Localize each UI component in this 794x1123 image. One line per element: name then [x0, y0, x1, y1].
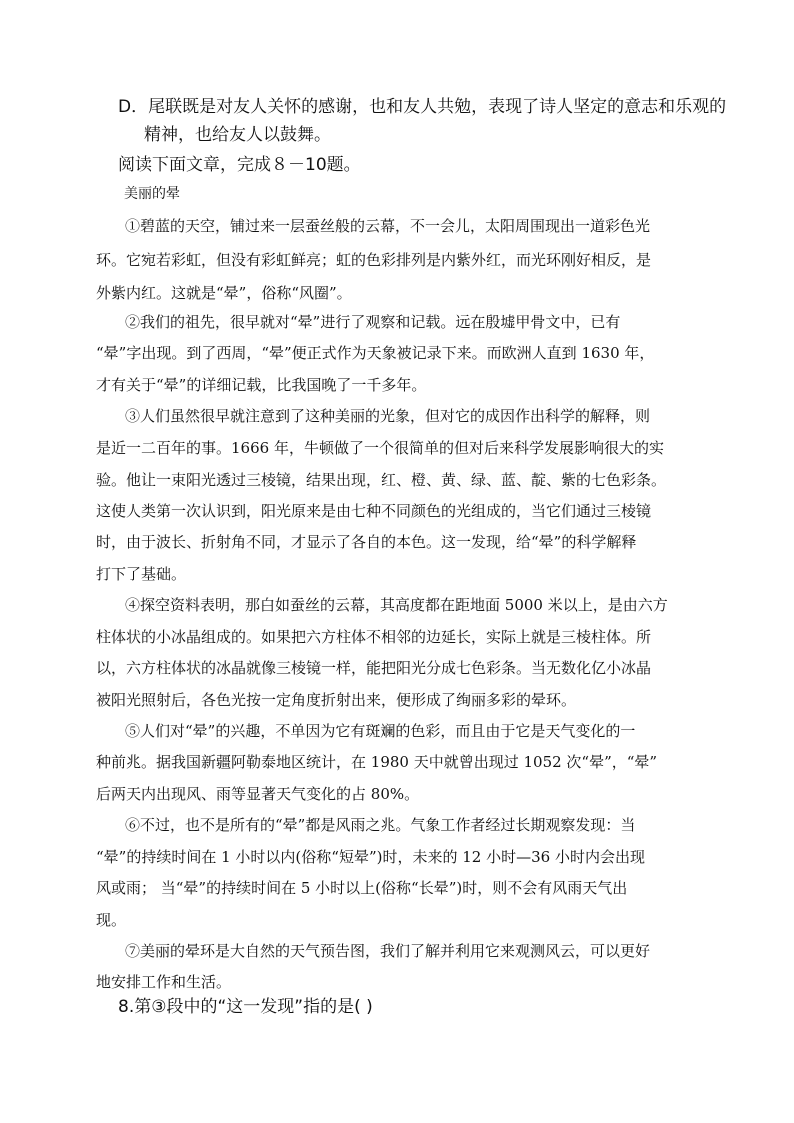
article-line: 地安排工作和生活。: [96, 973, 232, 991]
article-line: 现。: [96, 911, 127, 929]
article-line: “晕”的持续时间在 1 小时以内(俗称“短晕”)时，未来的 12 小时—36 小时内会出现: [96, 848, 645, 866]
article-line: 这使人类第一次认识到，阳光原来是由七种不同颜色的光组成的，当它们通过三棱镜: [96, 502, 652, 520]
question-8: 8.第③段中的“这一发现”指的是( ): [118, 997, 373, 1017]
article-line: ③人们虽然很早就注意到了这种美丽的光象，但对它的成因作出科学的解释，则: [125, 407, 651, 425]
article-line: “晕”字出现。到了西周，“晕”便正式作为天象被记录下来。而欧洲人直到 1630 年，: [96, 344, 655, 362]
article-line: 环。它宛若彩虹，但没有彩虹鲜亮；虹的色彩排列是内紫外红，而光环刚好相反，是: [96, 251, 652, 269]
article-line: 柱体状的小冰晶组成的。如果把六方柱体不相邻的边延长，实际上就是三棱柱体。所: [96, 628, 652, 646]
article-line: 被阳光照射后，各色光按一定角度折射出来，便形成了绚丽多彩的晕环。: [96, 691, 577, 709]
article-line: ⑥不过，也不是所有的“晕”都是风雨之兆。气象工作者经过长期观察发现：当: [125, 816, 636, 834]
reading-instruction: 阅读下面文章，完成８－10题。: [118, 155, 361, 175]
article-title: 美丽的晕: [124, 186, 180, 202]
option-d-line-1: D．尾联既是对友人关怀的感谢，也和友人共勉，表现了诗人坚定的意志和乐观的: [118, 97, 727, 117]
article-line: 是近一二百年的事。1666 年，牛顿做了一个很简单的但对后来科学发展影响很大的实: [96, 439, 664, 457]
option-d-line-2: 精神，也给友人以鼓舞。: [144, 125, 331, 145]
article-line: 验。他让一束阳光透过三棱镜，结果出现，红、橙、黄、绿、蓝、靛、紫的七色彩条。: [96, 471, 667, 489]
article-line: ⑦美丽的晕环是大自然的天气预告图，我们了解并利用它来观测风云，可以更好: [125, 942, 651, 960]
article-line: 以，六方柱体状的冰晶就像三棱镜一样，能把阳光分成七色彩条。当无数化亿小冰晶: [96, 659, 652, 677]
article-line: ②我们的祖先，很早就对“晕”进行了观察和记载。远在殷墟甲骨文中，已有: [125, 313, 621, 331]
article-line: ④探空资料表明，那白如蚕丝的云幕，其高度都在距地面 5000 米以上，是由六方: [125, 596, 668, 614]
article-line: 才有关于“晕”的详细记载，比我国晚了一千多年。: [96, 376, 427, 394]
article-line: ①碧蓝的天空，铺过来一层蚕丝般的云幕，不一会儿，太阳周围现出一道彩色光: [125, 217, 651, 235]
article-line: 时，由于波长、折射角不同，才显示了各自的本色。这一发现，给“晕”的科学解释: [96, 533, 637, 551]
article-line: 后两天内出现风、雨等显著天气变化的占 80%。: [96, 785, 420, 803]
article-line: 种前兆。据我国新疆阿勒泰地区统计，在 1980 天中就曾出现过 1052 次“晕”，“晕”: [96, 753, 658, 771]
article-line: 打下了基础。: [96, 565, 187, 583]
article-line: 风或雨； 当“晕”的持续时间在 5 小时以上(俗称“长晕”)时，则不会有风雨天气出: [96, 879, 628, 897]
article-line: ⑤人们对“晕”的兴趣，不单因为它有斑斓的色彩，而且由于它是天气变化的一: [125, 722, 636, 740]
article-line: 外紫内红。这就是“晕”，俗称“风圈”。: [96, 284, 352, 302]
